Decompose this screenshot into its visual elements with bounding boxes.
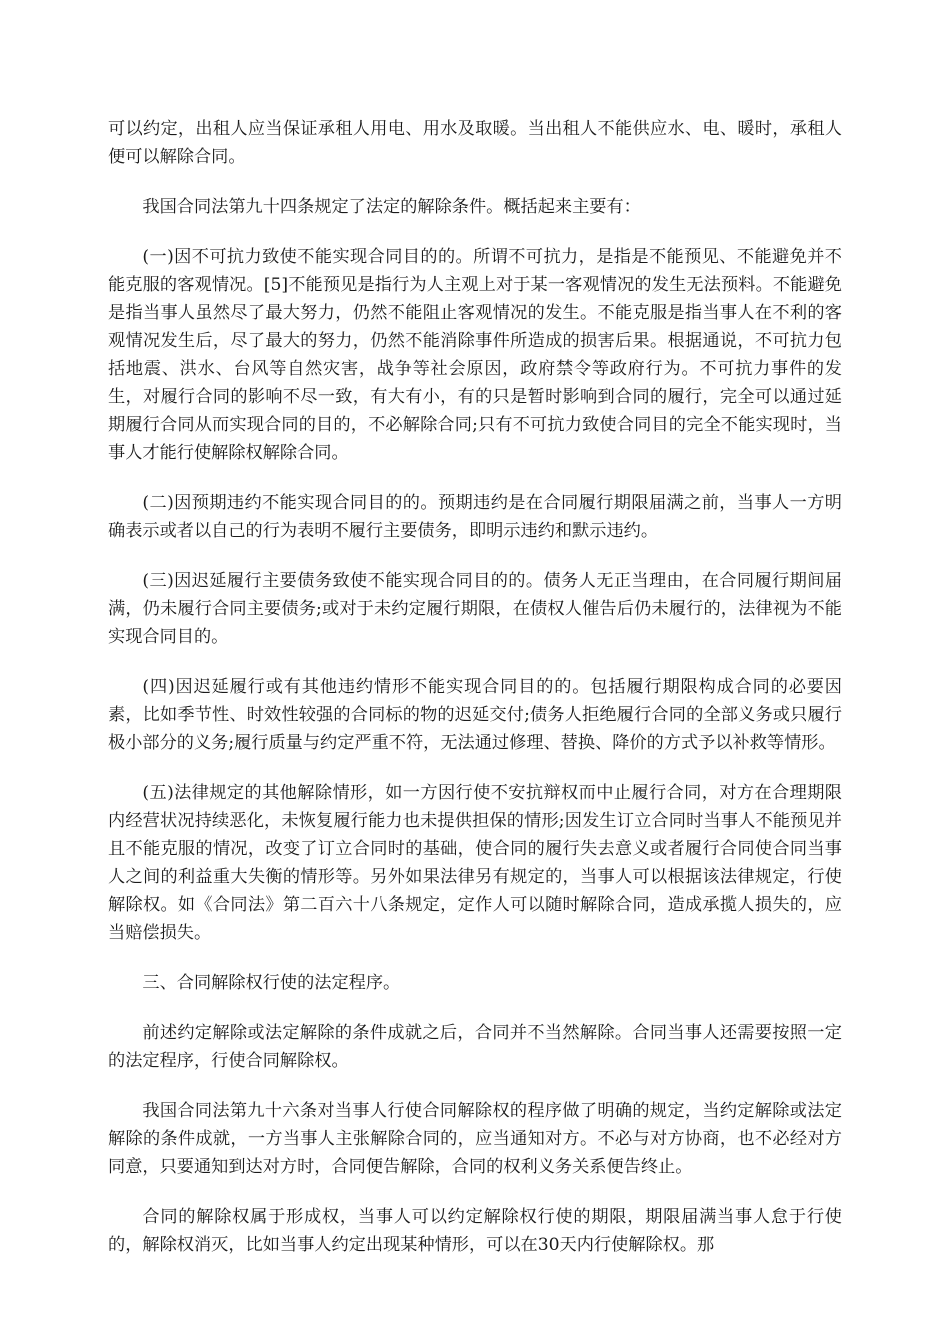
paragraph-formation-right: 合同的解除权属于形成权，当事人可以约定解除权行使的期限，期限届满当事人怠于行使的，解除权消灭，比如当事人约定出现某种情形，可以在30天内行使解除权。那 [108, 1207, 842, 1255]
paragraph-statutory-intro: 我国合同法第九十四条规定了法定的解除条件。概括起来主要有： [142, 197, 641, 217]
paragraph-other-statutory: (五)法律规定的其他解除情形，如一方因行使不安抗辩权而中止履行合同，对方在合理期限内经营状况持续恶化，未恢复履行能力也未提供担保的情形;因发生订立合同时当事人不能预见并且不能克服的情况，改变了订立合同时的基础，使合同的履行失去意义或者履行合同使合同当事人之间的利益重大失衡的情形等。另外如果法律另有规定的，当事人可以根据该法律规定，行使解除权。如《合同法》第二百六十八条规定，定作人可以随时解除合同，造成承揽人损失的，应当赔偿损失。 [108, 783, 842, 943]
paragraph-force-majeure: (一)因不可抗力致使不能实现合同目的的。所谓不可抗力，是指是不能预见、不能避免并不能克服的客观情况。[5]不能预见是指行为人主观上对于某一客观情况的发生无法预料。不能避免是指当事人虽然尽了最大努力，仍然不能阻止客观情况的发生。不能克服是指当事人在不利的客观情况发生后，尽了最大的努力，仍然不能消除事件所造成的损害后果。根据通说，不可抗力包括地震、洪水、台风等自然灾害，战争等社会原因，政府禁令等政府行为。不可抗力事件的发生，对履行合同的影响不尽一致，有大有小，有的只是暂时影响到合同的履行，完全可以通过延期履行合同从而实现合同的目的，不必解除合同;只有不可抗力致使合同目的完全不能实现时，当事人才能行使解除权解除合同。 [108, 247, 842, 463]
document-body [108, 115, 842, 1281]
paragraph-continued: 可以约定，出租人应当保证承租人用电、用水及取暖。当出租人不能供应水、电、暖时，承租人便可以解除合同。 [108, 119, 842, 167]
paragraph-delayed-performance: (三)因迟延履行主要债务致使不能实现合同目的的。债务人无正当理由，在合同履行期间届满，仍未履行合同主要债务;或对于未约定履行期限，在债权人催告后仍未履行的，法律视为不能实现合同目的。 [108, 571, 842, 647]
paragraph-article-96: 我国合同法第九十六条对当事人行使合同解除权的程序做了明确的规定，当约定解除或法定解除的条件成就，一方当事人主张解除合同的，应当通知对方。不必与对方协商，也不必经对方同意，只要通知到达对方时，合同便告解除，合同的权利义务关系便告终止。 [108, 1101, 842, 1177]
paragraph-anticipatory-breach: (二)因预期违约不能实现合同目的的。预期违约是在合同履行期限届满之前，当事人一方明确表示或者以自己的行为表明不履行主要债务，即明示违约和默示违约。 [108, 493, 842, 541]
paragraph-other-breach: (四)因迟延履行或有其他违约情形不能实现合同目的的。包括履行期限构成合同的必要因素，比如季节性、时效性较强的合同标的物的迟延交付;债务人拒绝履行合同的全部义务或只履行极小部分的义务;履行质量与约定严重不符，无法通过修理、替换、降价的方式予以补救等情形。 [108, 677, 842, 753]
paragraph-procedure-intro: 前述约定解除或法定解除的条件成就之后，合同并不当然解除。合同当事人还需要按照一定的法定程序，行使合同解除权。 [108, 1023, 842, 1071]
section-heading-procedure: 三、合同解除权行使的法定程序。 [142, 973, 401, 993]
